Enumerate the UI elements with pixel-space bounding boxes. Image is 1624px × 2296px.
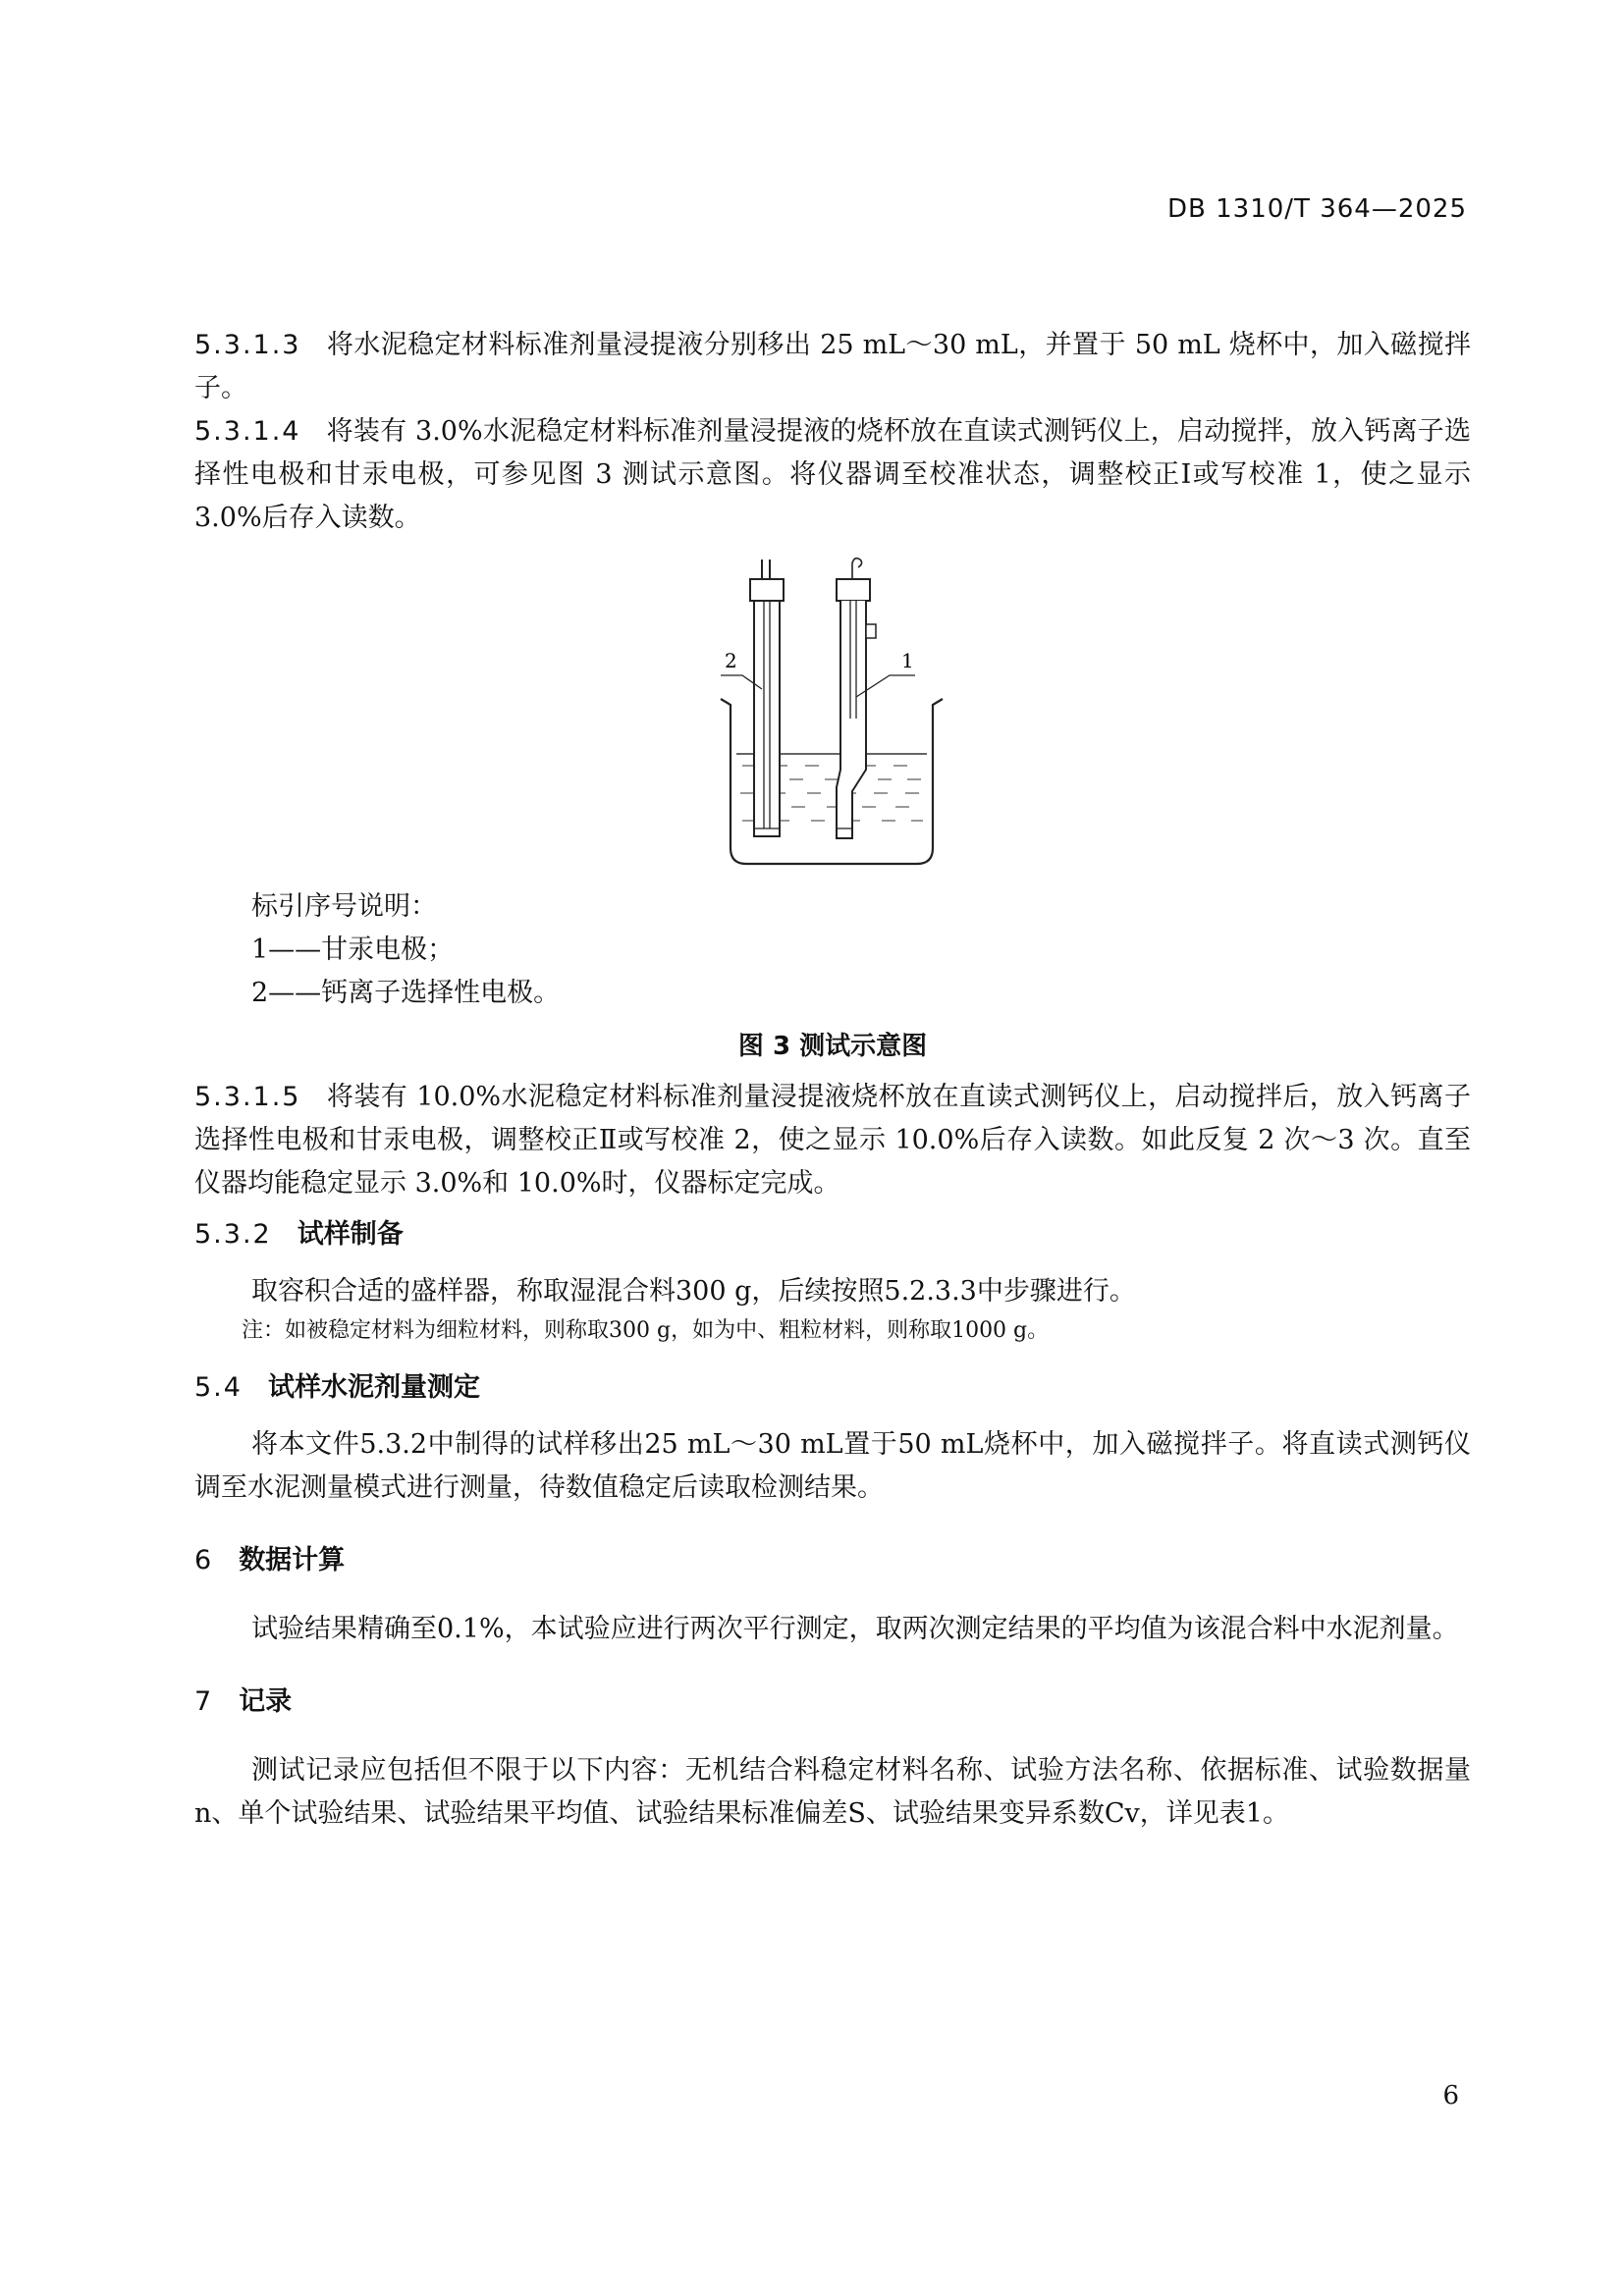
section-number: 5.4 bbox=[194, 1372, 243, 1403]
section-number: 5.3.2 bbox=[194, 1219, 272, 1250]
section-number: 6 bbox=[194, 1545, 214, 1575]
test-schematic-figure bbox=[194, 552, 1471, 885]
clause-text: 将装有 3.0%水泥稳定材料标准剂量浸提液的烧杯放在直读式测钙仪上，启动搅拌，放入钙离子选择性电极和甘汞电极，可参见图 3 测试示意图。将仪器调至校准状态，调整校正Ⅰ或写校准 1，使之显示 3.0%后存入读数。 bbox=[194, 416, 1471, 533]
main-content bbox=[194, 324, 1471, 1836]
section-5-3-2-text: 取容积合适的盛样器，称取湿混合料300 g，后续按照5.2.3.3中步骤进行。 bbox=[251, 1276, 1136, 1307]
figure-label-1: 1 bbox=[901, 649, 914, 672]
section-5-4-heading bbox=[194, 1366, 1471, 1410]
section-5-4-text: 将本文件5.3.2中制得的试样移出25 mL～30 mL置于50 mL烧杯中，加入磁搅拌子。将直读式测钙仪调至水泥测量模式进行测量，待数值稳定后读取检测结果。 bbox=[194, 1429, 1471, 1503]
page-number: 6 bbox=[1442, 2081, 1459, 2110]
section-5-3-2-heading bbox=[194, 1213, 1471, 1256]
section-6-text: 试验结果精确至0.1%，本试验应进行两次平行测定，取两次测定结果的平均值为该混合料中水泥剂量。 bbox=[251, 1614, 1459, 1644]
calcium-ion-electrode bbox=[750, 560, 784, 836]
section-title: 试样水泥剂量测定 bbox=[267, 1372, 480, 1403]
legend-item-2: 2——钙离子选择性电极。 bbox=[251, 978, 561, 1008]
section-number: 7 bbox=[194, 1686, 214, 1717]
clause-5-3-1-5 bbox=[194, 1076, 1471, 1205]
section-title: 数据计算 bbox=[239, 1545, 346, 1575]
section-title: 记录 bbox=[239, 1686, 293, 1717]
clause-text: 将水泥稳定材料标准剂量浸提液分别移出 25 mL～30 mL，并置于 50 mL 烧杯中，加入磁搅拌子。 bbox=[194, 330, 1471, 403]
section-5-3-2-note: 注：如被稳定材料为细粒材料，则称取300 g，如为中、粗粒材料，则称取1000 g。 bbox=[242, 1318, 1050, 1343]
calomel-electrode bbox=[837, 559, 876, 838]
beaker-electrode-diagram bbox=[715, 552, 950, 876]
figure-legend bbox=[251, 885, 1471, 1015]
clause-5-3-1-4 bbox=[194, 410, 1471, 540]
legend-title: 标引序号说明： bbox=[251, 891, 437, 922]
section-title: 试样制备 bbox=[297, 1219, 404, 1250]
clause-number: 5.3.1.5 bbox=[194, 1082, 301, 1112]
clause-5-3-1-3 bbox=[194, 324, 1471, 410]
section-7-text: 测试记录应包括但不限于以下内容：无机结合料稳定材料名称、试验方法名称、依据标准、试验数据量n、单个试验结果、试验结果平均值、试验结果标准偏差S、试验结果变异系数Cv，详见表1。 bbox=[194, 1755, 1471, 1829]
clause-number: 5.3.1.3 bbox=[194, 330, 301, 360]
section-7-heading bbox=[194, 1681, 1471, 1724]
figure-label-2: 2 bbox=[725, 649, 737, 672]
section-6-heading bbox=[194, 1539, 1471, 1582]
figure-caption: 图 3 测试示意图 bbox=[737, 1032, 928, 1061]
clause-number: 5.3.1.4 bbox=[194, 416, 301, 447]
clause-text: 将装有 10.0%水泥稳定材料标准剂量浸提液烧杯放在直读式测钙仪上，启动搅拌后，放入钙离子选择性电极和甘汞电极，调整校正Ⅱ或写校准 2，使之显示 10.0%后存入读数。如此反复 2 次～3 次。直至仪器均能稳定显示 3.0%和 10.0%时，仪器标定完成。 bbox=[194, 1082, 1471, 1199]
document-code: DB 1310/T 364—2025 bbox=[1167, 194, 1467, 224]
legend-item-1: 1——甘汞电极； bbox=[251, 934, 455, 965]
